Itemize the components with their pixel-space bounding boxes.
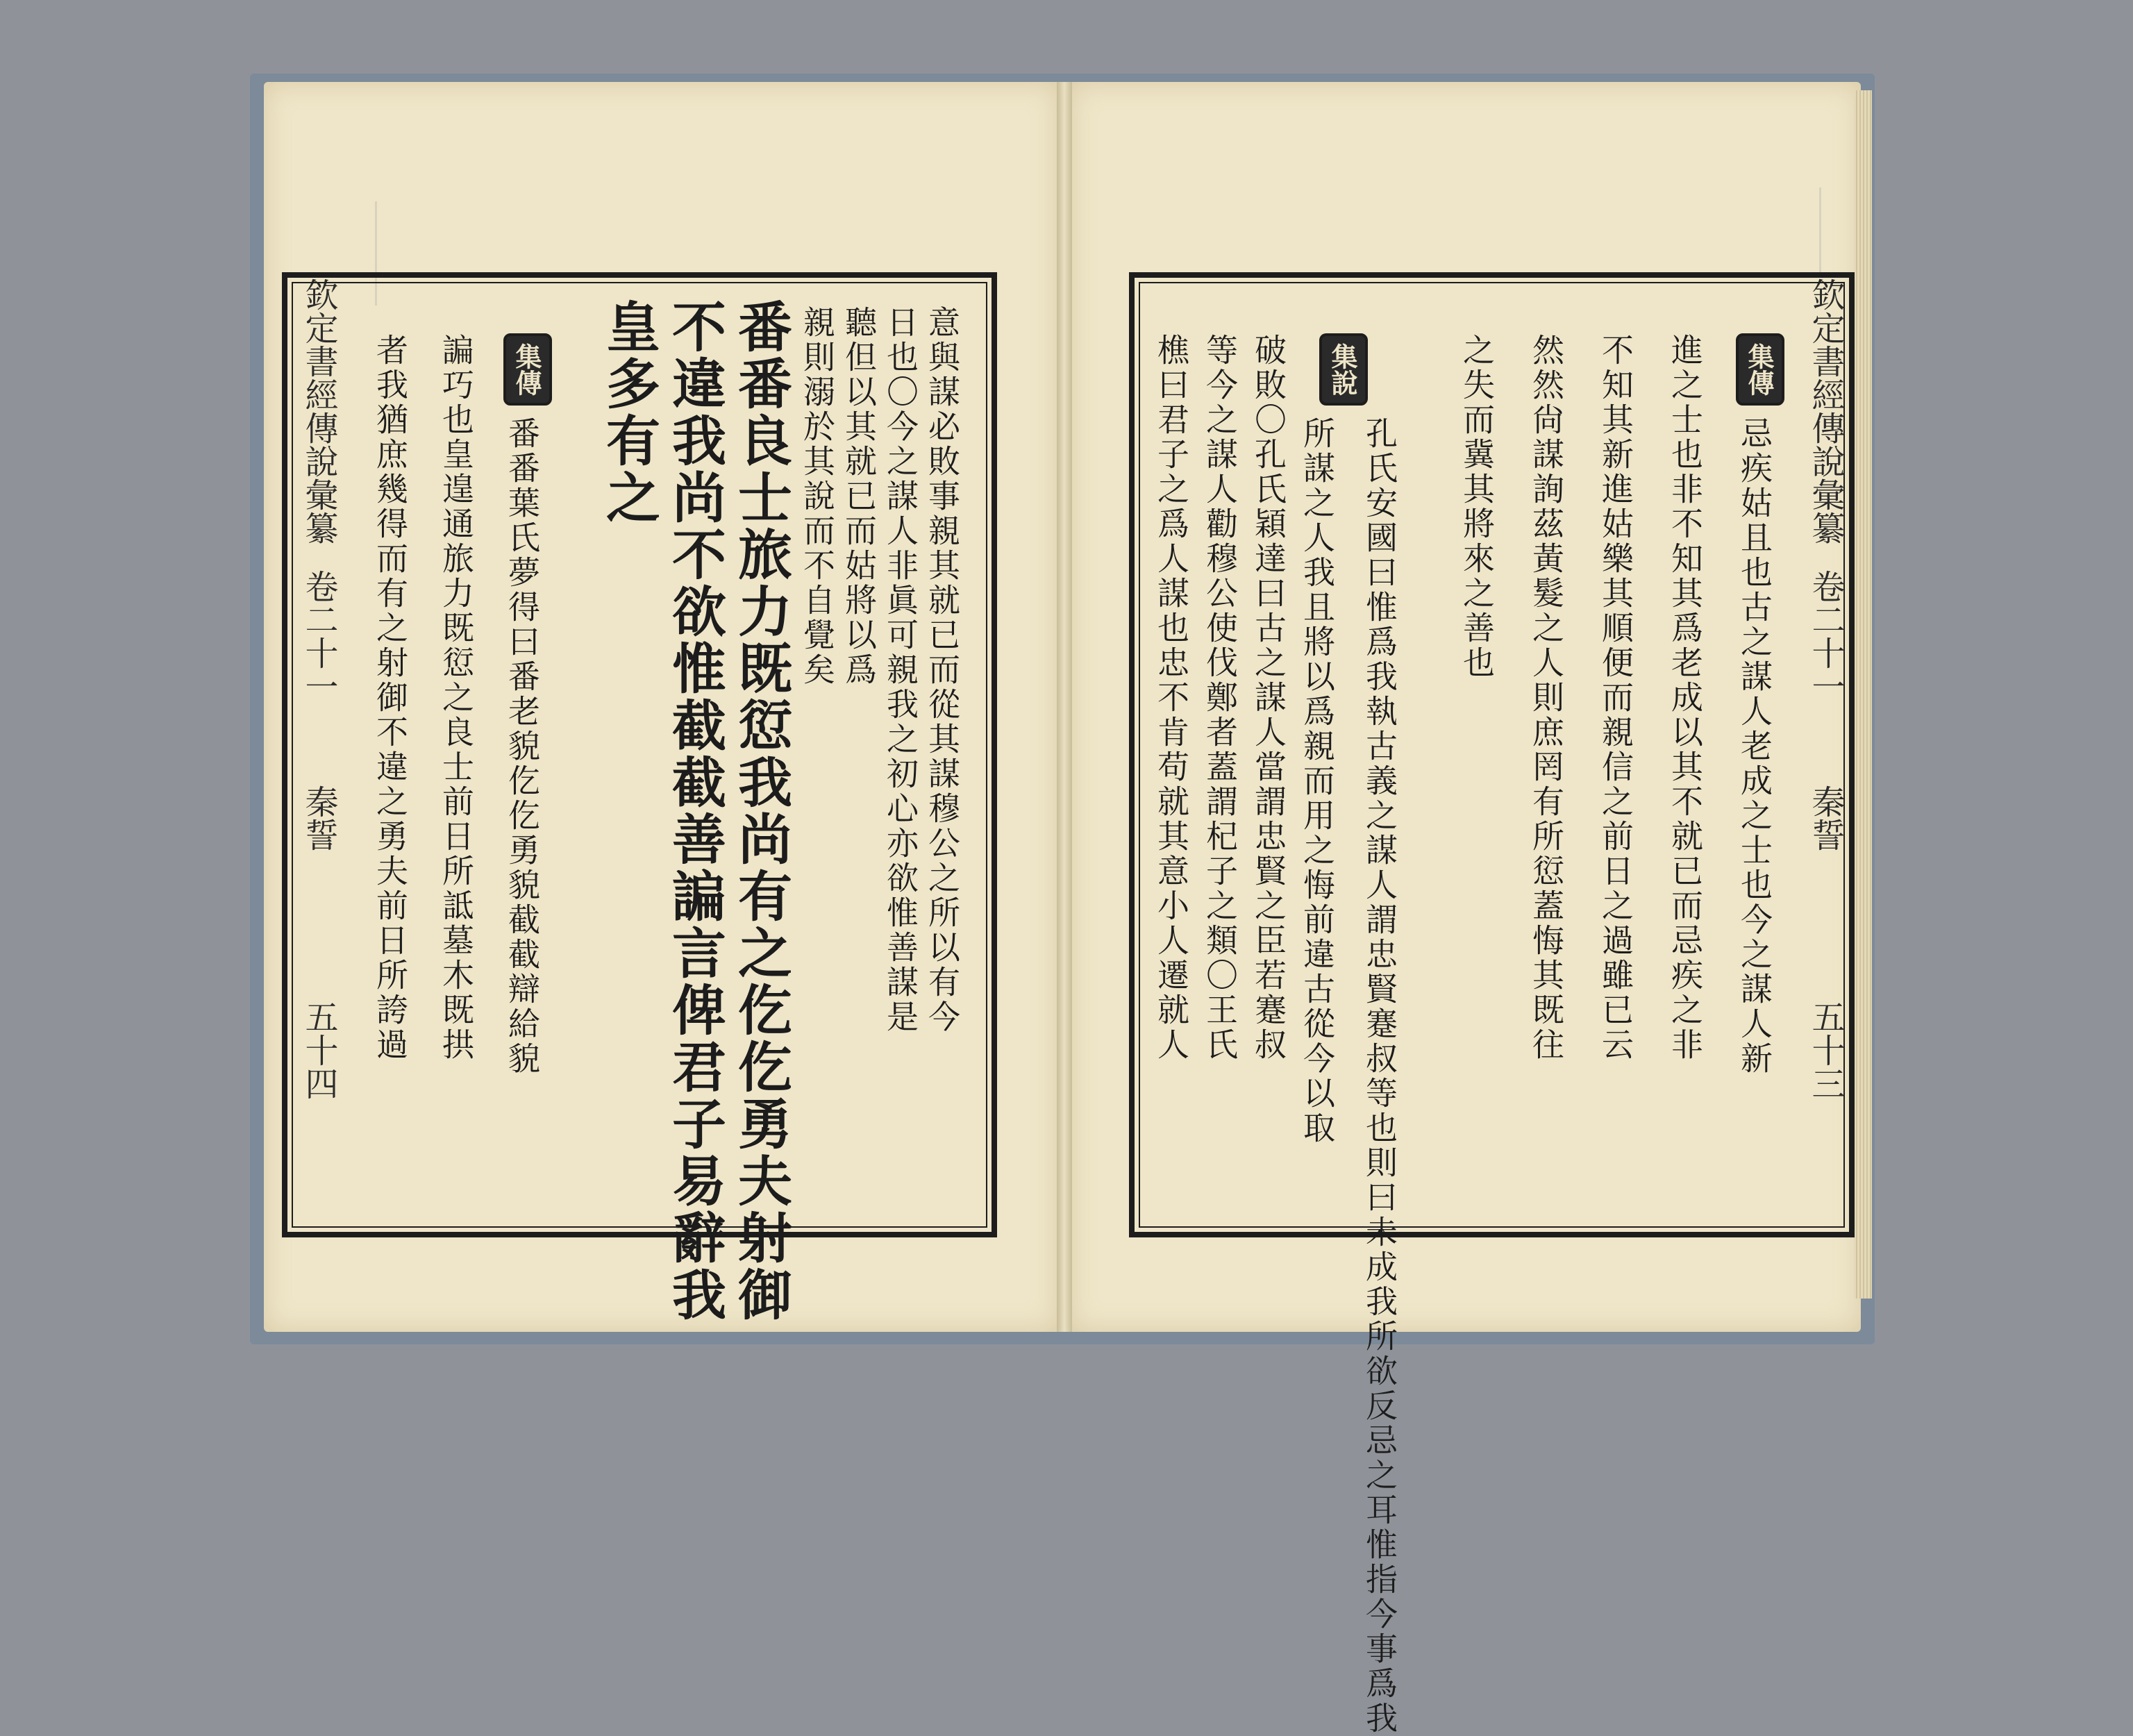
left-margin-volume: 卷二十一 bbox=[299, 569, 338, 703]
right-margin-section: 秦誓 bbox=[1806, 785, 1845, 851]
right-note-col-3: 等今之謀人勸穆公使伐鄭者蓋謂杞子之類〇王氏 bbox=[1201, 333, 1239, 1062]
right-jizhuan-label: 集傳 bbox=[1736, 333, 1784, 406]
right-main-col-4: 然然尙謀詢茲黃髮之人則庶罔有所愆蓋悔其既往 bbox=[1528, 333, 1565, 1062]
right-jishuo-label: 集說 bbox=[1319, 333, 1368, 406]
left-main-col-2: 不違我尚不欲惟截截善諞言俾君子易辭我 bbox=[663, 299, 726, 1324]
right-note-top-col: 孔氏安國曰惟爲我執古義之謀人謂忠賢蹇叔等也則曰未成我所欲反忌之耳惟指今事爲我 bbox=[1361, 417, 1398, 1736]
left-main-col-3: 皇多有之 bbox=[597, 299, 660, 526]
left-note-col-1: 番番葉氏夢得曰番老貌仡仡勇貌截截辯給貌 bbox=[503, 417, 541, 1076]
page-edges bbox=[1854, 90, 1872, 1299]
left-jizhuan-label: 集傳 bbox=[503, 333, 552, 406]
left-margin-section: 秦誓 bbox=[299, 785, 338, 851]
left-main-col-1: 番番良士旅力既愆我尚有之仡仡勇夫射御 bbox=[729, 299, 792, 1324]
left-note-col-2: 諞巧也皇遑通旅力既愆之良士前日所詆墓木既拱 bbox=[437, 333, 475, 1062]
right-main-col-1: 忌疾姑且也古之謀人老成之士也今之謀人新 bbox=[1736, 417, 1773, 1076]
right-main-col-3: 不知其新進姑樂其順便而親信之前日之過雖已云 bbox=[1597, 333, 1634, 1062]
left-margin-title: 欽定書經傳說彙纂 bbox=[299, 278, 338, 544]
right-note-col-2: 破敗〇孔氏穎達曰古之謀人當謂忠賢之臣若蹇叔 bbox=[1250, 333, 1287, 1062]
left-margin-page-number: 五十四 bbox=[299, 1000, 338, 1100]
binding-thread bbox=[1819, 187, 1821, 278]
left-note-col-3: 者我猶庶幾得而有之射御不違之勇夫前日所誇過 bbox=[371, 333, 409, 1062]
right-note-col-1: 所謀之人我且將以爲親而用之悔前違古從今以取 bbox=[1298, 417, 1336, 1146]
right-note-col-4: 樵曰君子之爲人謀也忠不肯苟就其意小人遷就人 bbox=[1153, 333, 1190, 1062]
left-top-col-2: 日也〇今之謀人非眞可親我之初心亦欲惟善謀是 bbox=[882, 306, 919, 1035]
right-margin-volume: 卷二十一 bbox=[1806, 569, 1845, 703]
left-top-col-3: 聽但以其就已而姑將以爲 bbox=[840, 306, 878, 687]
right-margin-page-number: 五十三 bbox=[1806, 1000, 1845, 1100]
right-margin-title: 欽定書經傳說彙纂 bbox=[1806, 278, 1845, 544]
right-main-col-2: 進之士也非不知其爲老成以其不就已而忌疾之非 bbox=[1666, 333, 1704, 1062]
left-top-col-4: 親則溺於其說而不自覺矣 bbox=[798, 306, 836, 687]
book-gutter bbox=[1057, 82, 1072, 1332]
left-top-col-1: 意與謀必敗事親其就已而從其謀穆公之所以有今 bbox=[923, 306, 961, 1035]
right-main-col-5: 之失而冀其將來之善也 bbox=[1458, 333, 1496, 681]
